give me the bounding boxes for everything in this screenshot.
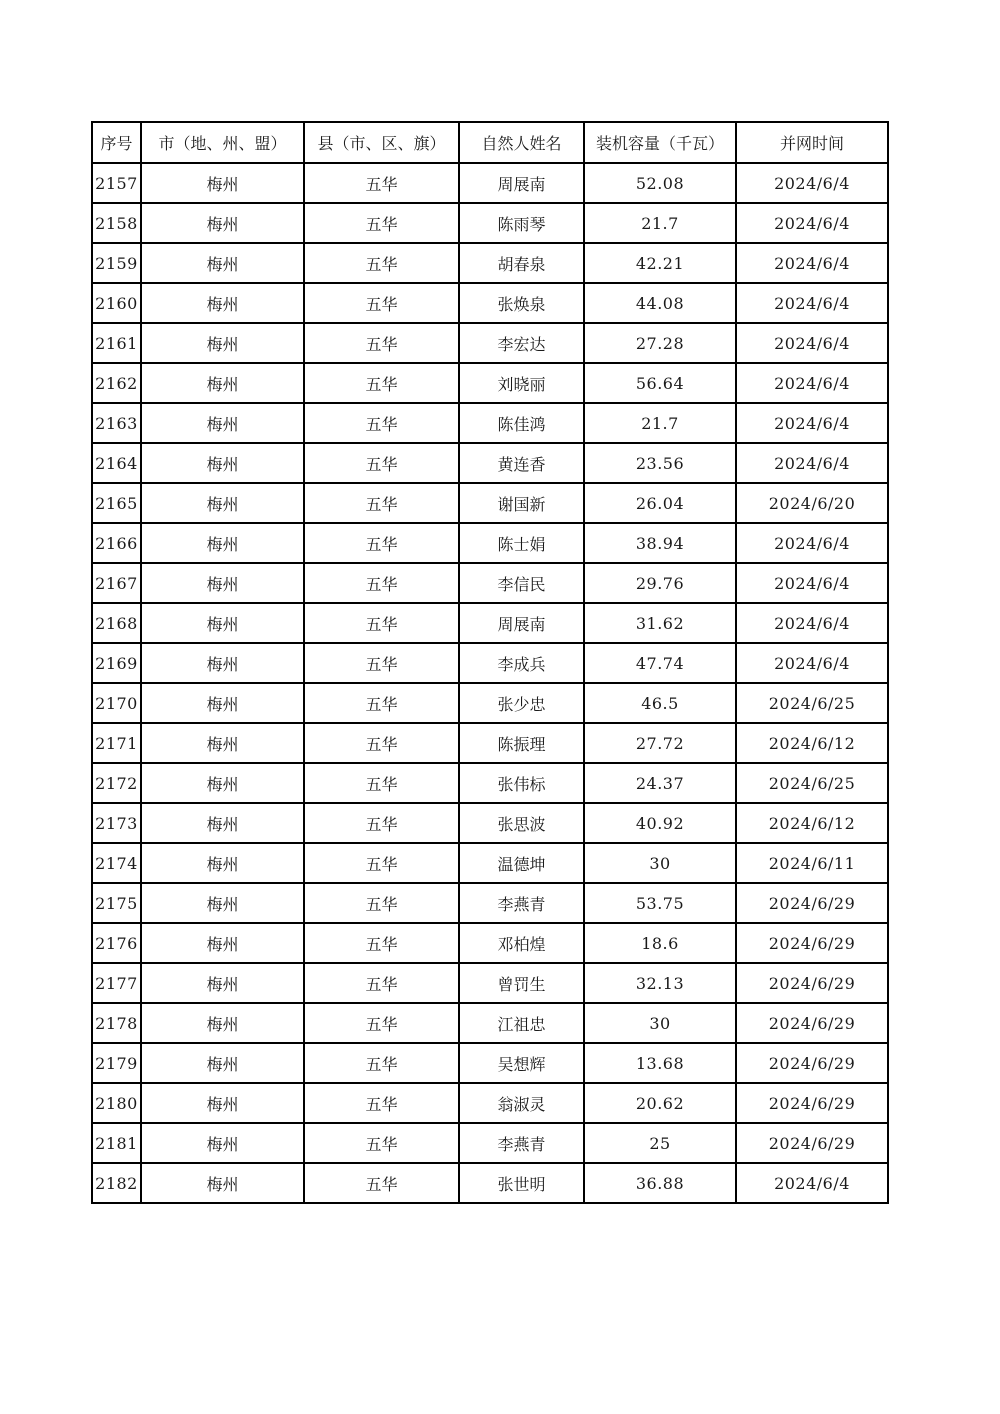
cell-city: 梅州	[141, 523, 304, 563]
cell-county: 五华	[304, 683, 459, 723]
cell-city: 梅州	[141, 683, 304, 723]
cell-grid-connection-date: 2024/6/4	[736, 403, 888, 443]
cell-city: 梅州	[141, 563, 304, 603]
table-body	[92, 163, 888, 1203]
cell-installed-capacity: 32.13	[584, 963, 736, 1003]
cell-person-name: 曾罚生	[459, 963, 584, 1003]
cell-installed-capacity: 21.7	[584, 403, 736, 443]
header-county: 县（市、区、旗）	[304, 122, 459, 163]
cell-grid-connection-date: 2024/6/20	[736, 483, 888, 523]
cell-grid-connection-date: 2024/6/29	[736, 923, 888, 963]
cell-person-name: 李信民	[459, 563, 584, 603]
cell-county: 五华	[304, 1043, 459, 1083]
cell-grid-connection-date: 2024/6/4	[736, 1163, 888, 1203]
cell-grid-connection-date: 2024/6/29	[736, 1123, 888, 1163]
cell-serial-number: 2157	[92, 163, 141, 203]
cell-serial-number: 2179	[92, 1043, 141, 1083]
cell-county: 五华	[304, 403, 459, 443]
cell-county: 五华	[304, 923, 459, 963]
cell-installed-capacity: 24.37	[584, 763, 736, 803]
table-row	[92, 1043, 888, 1083]
table-row	[92, 163, 888, 203]
cell-serial-number: 2158	[92, 203, 141, 243]
cell-county: 五华	[304, 483, 459, 523]
cell-county: 五华	[304, 803, 459, 843]
cell-county: 五华	[304, 283, 459, 323]
cell-person-name: 陈振理	[459, 723, 584, 763]
cell-city: 梅州	[141, 403, 304, 443]
cell-serial-number: 2172	[92, 763, 141, 803]
cell-serial-number: 2174	[92, 843, 141, 883]
cell-installed-capacity: 27.72	[584, 723, 736, 763]
cell-grid-connection-date: 2024/6/4	[736, 523, 888, 563]
cell-person-name: 李成兵	[459, 643, 584, 683]
cell-grid-connection-date: 2024/6/4	[736, 283, 888, 323]
cell-city: 梅州	[141, 803, 304, 843]
cell-installed-capacity: 44.08	[584, 283, 736, 323]
cell-county: 五华	[304, 523, 459, 563]
cell-city: 梅州	[141, 1003, 304, 1043]
table-row	[92, 843, 888, 883]
cell-installed-capacity: 27.28	[584, 323, 736, 363]
cell-grid-connection-date: 2024/6/29	[736, 883, 888, 923]
cell-person-name: 周展南	[459, 603, 584, 643]
table-row	[92, 243, 888, 283]
cell-city: 梅州	[141, 363, 304, 403]
cell-county: 五华	[304, 443, 459, 483]
cell-city: 梅州	[141, 963, 304, 1003]
cell-grid-connection-date: 2024/6/4	[736, 323, 888, 363]
cell-installed-capacity: 30	[584, 1003, 736, 1043]
cell-city: 梅州	[141, 163, 304, 203]
cell-county: 五华	[304, 603, 459, 643]
cell-county: 五华	[304, 203, 459, 243]
header-person-name: 自然人姓名	[459, 122, 584, 163]
cell-installed-capacity: 46.5	[584, 683, 736, 723]
cell-grid-connection-date: 2024/6/4	[736, 563, 888, 603]
cell-grid-connection-date: 2024/6/25	[736, 763, 888, 803]
cell-city: 梅州	[141, 483, 304, 523]
table-row	[92, 803, 888, 843]
table-row	[92, 923, 888, 963]
cell-city: 梅州	[141, 723, 304, 763]
cell-serial-number: 2171	[92, 723, 141, 763]
cell-grid-connection-date: 2024/6/12	[736, 803, 888, 843]
cell-installed-capacity: 42.21	[584, 243, 736, 283]
cell-county: 五华	[304, 563, 459, 603]
cell-grid-connection-date: 2024/6/12	[736, 723, 888, 763]
cell-serial-number: 2160	[92, 283, 141, 323]
table-row	[92, 403, 888, 443]
cell-person-name: 翁淑灵	[459, 1083, 584, 1123]
cell-city: 梅州	[141, 843, 304, 883]
cell-city: 梅州	[141, 763, 304, 803]
cell-installed-capacity: 26.04	[584, 483, 736, 523]
cell-grid-connection-date: 2024/6/4	[736, 203, 888, 243]
table-row	[92, 643, 888, 683]
cell-installed-capacity: 29.76	[584, 563, 736, 603]
cell-city: 梅州	[141, 603, 304, 643]
cell-county: 五华	[304, 323, 459, 363]
table-row	[92, 723, 888, 763]
cell-serial-number: 2161	[92, 323, 141, 363]
cell-installed-capacity: 13.68	[584, 1043, 736, 1083]
cell-grid-connection-date: 2024/6/11	[736, 843, 888, 883]
table-row	[92, 1003, 888, 1043]
cell-county: 五华	[304, 963, 459, 1003]
cell-county: 五华	[304, 723, 459, 763]
cell-serial-number: 2163	[92, 403, 141, 443]
table-row	[92, 443, 888, 483]
cell-installed-capacity: 36.88	[584, 1163, 736, 1203]
cell-person-name: 张思波	[459, 803, 584, 843]
table-row	[92, 763, 888, 803]
cell-city: 梅州	[141, 1163, 304, 1203]
cell-county: 五华	[304, 243, 459, 283]
cell-city: 梅州	[141, 883, 304, 923]
cell-installed-capacity: 25	[584, 1123, 736, 1163]
cell-person-name: 张焕泉	[459, 283, 584, 323]
cell-serial-number: 2159	[92, 243, 141, 283]
cell-person-name: 邓柏煌	[459, 923, 584, 963]
table-row	[92, 483, 888, 523]
cell-person-name: 吴想辉	[459, 1043, 584, 1083]
cell-grid-connection-date: 2024/6/4	[736, 163, 888, 203]
cell-installed-capacity: 56.64	[584, 363, 736, 403]
cell-serial-number: 2176	[92, 923, 141, 963]
cell-city: 梅州	[141, 443, 304, 483]
cell-person-name: 张少忠	[459, 683, 584, 723]
cell-installed-capacity: 52.08	[584, 163, 736, 203]
cell-installed-capacity: 40.92	[584, 803, 736, 843]
cell-installed-capacity: 20.62	[584, 1083, 736, 1123]
table-row	[92, 1083, 888, 1123]
cell-serial-number: 2177	[92, 963, 141, 1003]
cell-city: 梅州	[141, 203, 304, 243]
cell-person-name: 江祖忠	[459, 1003, 584, 1043]
cell-serial-number: 2165	[92, 483, 141, 523]
table-row	[92, 523, 888, 563]
cell-serial-number: 2178	[92, 1003, 141, 1043]
cell-installed-capacity: 47.74	[584, 643, 736, 683]
cell-serial-number: 2167	[92, 563, 141, 603]
cell-city: 梅州	[141, 243, 304, 283]
cell-serial-number: 2170	[92, 683, 141, 723]
cell-person-name: 张伟标	[459, 763, 584, 803]
header-serial-number: 序号	[92, 122, 141, 163]
cell-county: 五华	[304, 883, 459, 923]
cell-installed-capacity: 53.75	[584, 883, 736, 923]
cell-installed-capacity: 23.56	[584, 443, 736, 483]
cell-grid-connection-date: 2024/6/4	[736, 443, 888, 483]
cell-serial-number: 2168	[92, 603, 141, 643]
table-row	[92, 1163, 888, 1203]
cell-county: 五华	[304, 1163, 459, 1203]
cell-grid-connection-date: 2024/6/4	[736, 603, 888, 643]
cell-person-name: 周展南	[459, 163, 584, 203]
cell-person-name: 李燕青	[459, 1123, 584, 1163]
table-row	[92, 563, 888, 603]
table-row	[92, 963, 888, 1003]
cell-serial-number: 2166	[92, 523, 141, 563]
cell-serial-number: 2169	[92, 643, 141, 683]
cell-serial-number: 2180	[92, 1083, 141, 1123]
cell-installed-capacity: 18.6	[584, 923, 736, 963]
cell-grid-connection-date: 2024/6/4	[736, 643, 888, 683]
cell-city: 梅州	[141, 923, 304, 963]
cell-serial-number: 2182	[92, 1163, 141, 1203]
table-row	[92, 203, 888, 243]
cell-grid-connection-date: 2024/6/29	[736, 1083, 888, 1123]
header-city: 市（地、州、盟）	[141, 122, 304, 163]
cell-serial-number: 2162	[92, 363, 141, 403]
cell-city: 梅州	[141, 1043, 304, 1083]
header-grid-connection-date: 并网时间	[736, 122, 888, 163]
cell-grid-connection-date: 2024/6/29	[736, 1003, 888, 1043]
cell-county: 五华	[304, 843, 459, 883]
cell-county: 五华	[304, 1003, 459, 1043]
cell-city: 梅州	[141, 1123, 304, 1163]
cell-grid-connection-date: 2024/6/29	[736, 963, 888, 1003]
cell-person-name: 陈士娟	[459, 523, 584, 563]
header-installed-capacity: 装机容量（千瓦）	[584, 122, 736, 163]
cell-county: 五华	[304, 1123, 459, 1163]
cell-county: 五华	[304, 643, 459, 683]
cell-city: 梅州	[141, 643, 304, 683]
cell-county: 五华	[304, 363, 459, 403]
cell-grid-connection-date: 2024/6/25	[736, 683, 888, 723]
table-row	[92, 603, 888, 643]
cell-person-name: 陈雨琴	[459, 203, 584, 243]
cell-person-name: 黄连香	[459, 443, 584, 483]
cell-grid-connection-date: 2024/6/4	[736, 363, 888, 403]
cell-serial-number: 2164	[92, 443, 141, 483]
cell-installed-capacity: 21.7	[584, 203, 736, 243]
table-row	[92, 323, 888, 363]
table-row	[92, 363, 888, 403]
cell-person-name: 谢国新	[459, 483, 584, 523]
cell-serial-number: 2181	[92, 1123, 141, 1163]
cell-person-name: 李宏达	[459, 323, 584, 363]
cell-serial-number: 2173	[92, 803, 141, 843]
table-row	[92, 883, 888, 923]
table-row	[92, 1123, 888, 1163]
cell-city: 梅州	[141, 1083, 304, 1123]
table-row	[92, 683, 888, 723]
cell-county: 五华	[304, 763, 459, 803]
table-row	[92, 283, 888, 323]
cell-person-name: 刘晓丽	[459, 363, 584, 403]
table-header-row	[92, 122, 888, 163]
cell-serial-number: 2175	[92, 883, 141, 923]
cell-county: 五华	[304, 163, 459, 203]
cell-person-name: 陈佳鸿	[459, 403, 584, 443]
cell-grid-connection-date: 2024/6/29	[736, 1043, 888, 1083]
cell-person-name: 胡春泉	[459, 243, 584, 283]
cell-person-name: 李燕青	[459, 883, 584, 923]
cell-county: 五华	[304, 1083, 459, 1123]
cell-installed-capacity: 31.62	[584, 603, 736, 643]
cell-person-name: 温德坤	[459, 843, 584, 883]
cell-person-name: 张世明	[459, 1163, 584, 1203]
cell-city: 梅州	[141, 323, 304, 363]
cell-city: 梅州	[141, 283, 304, 323]
cell-installed-capacity: 30	[584, 843, 736, 883]
cell-installed-capacity: 38.94	[584, 523, 736, 563]
registry-table	[91, 121, 889, 1204]
cell-grid-connection-date: 2024/6/4	[736, 243, 888, 283]
